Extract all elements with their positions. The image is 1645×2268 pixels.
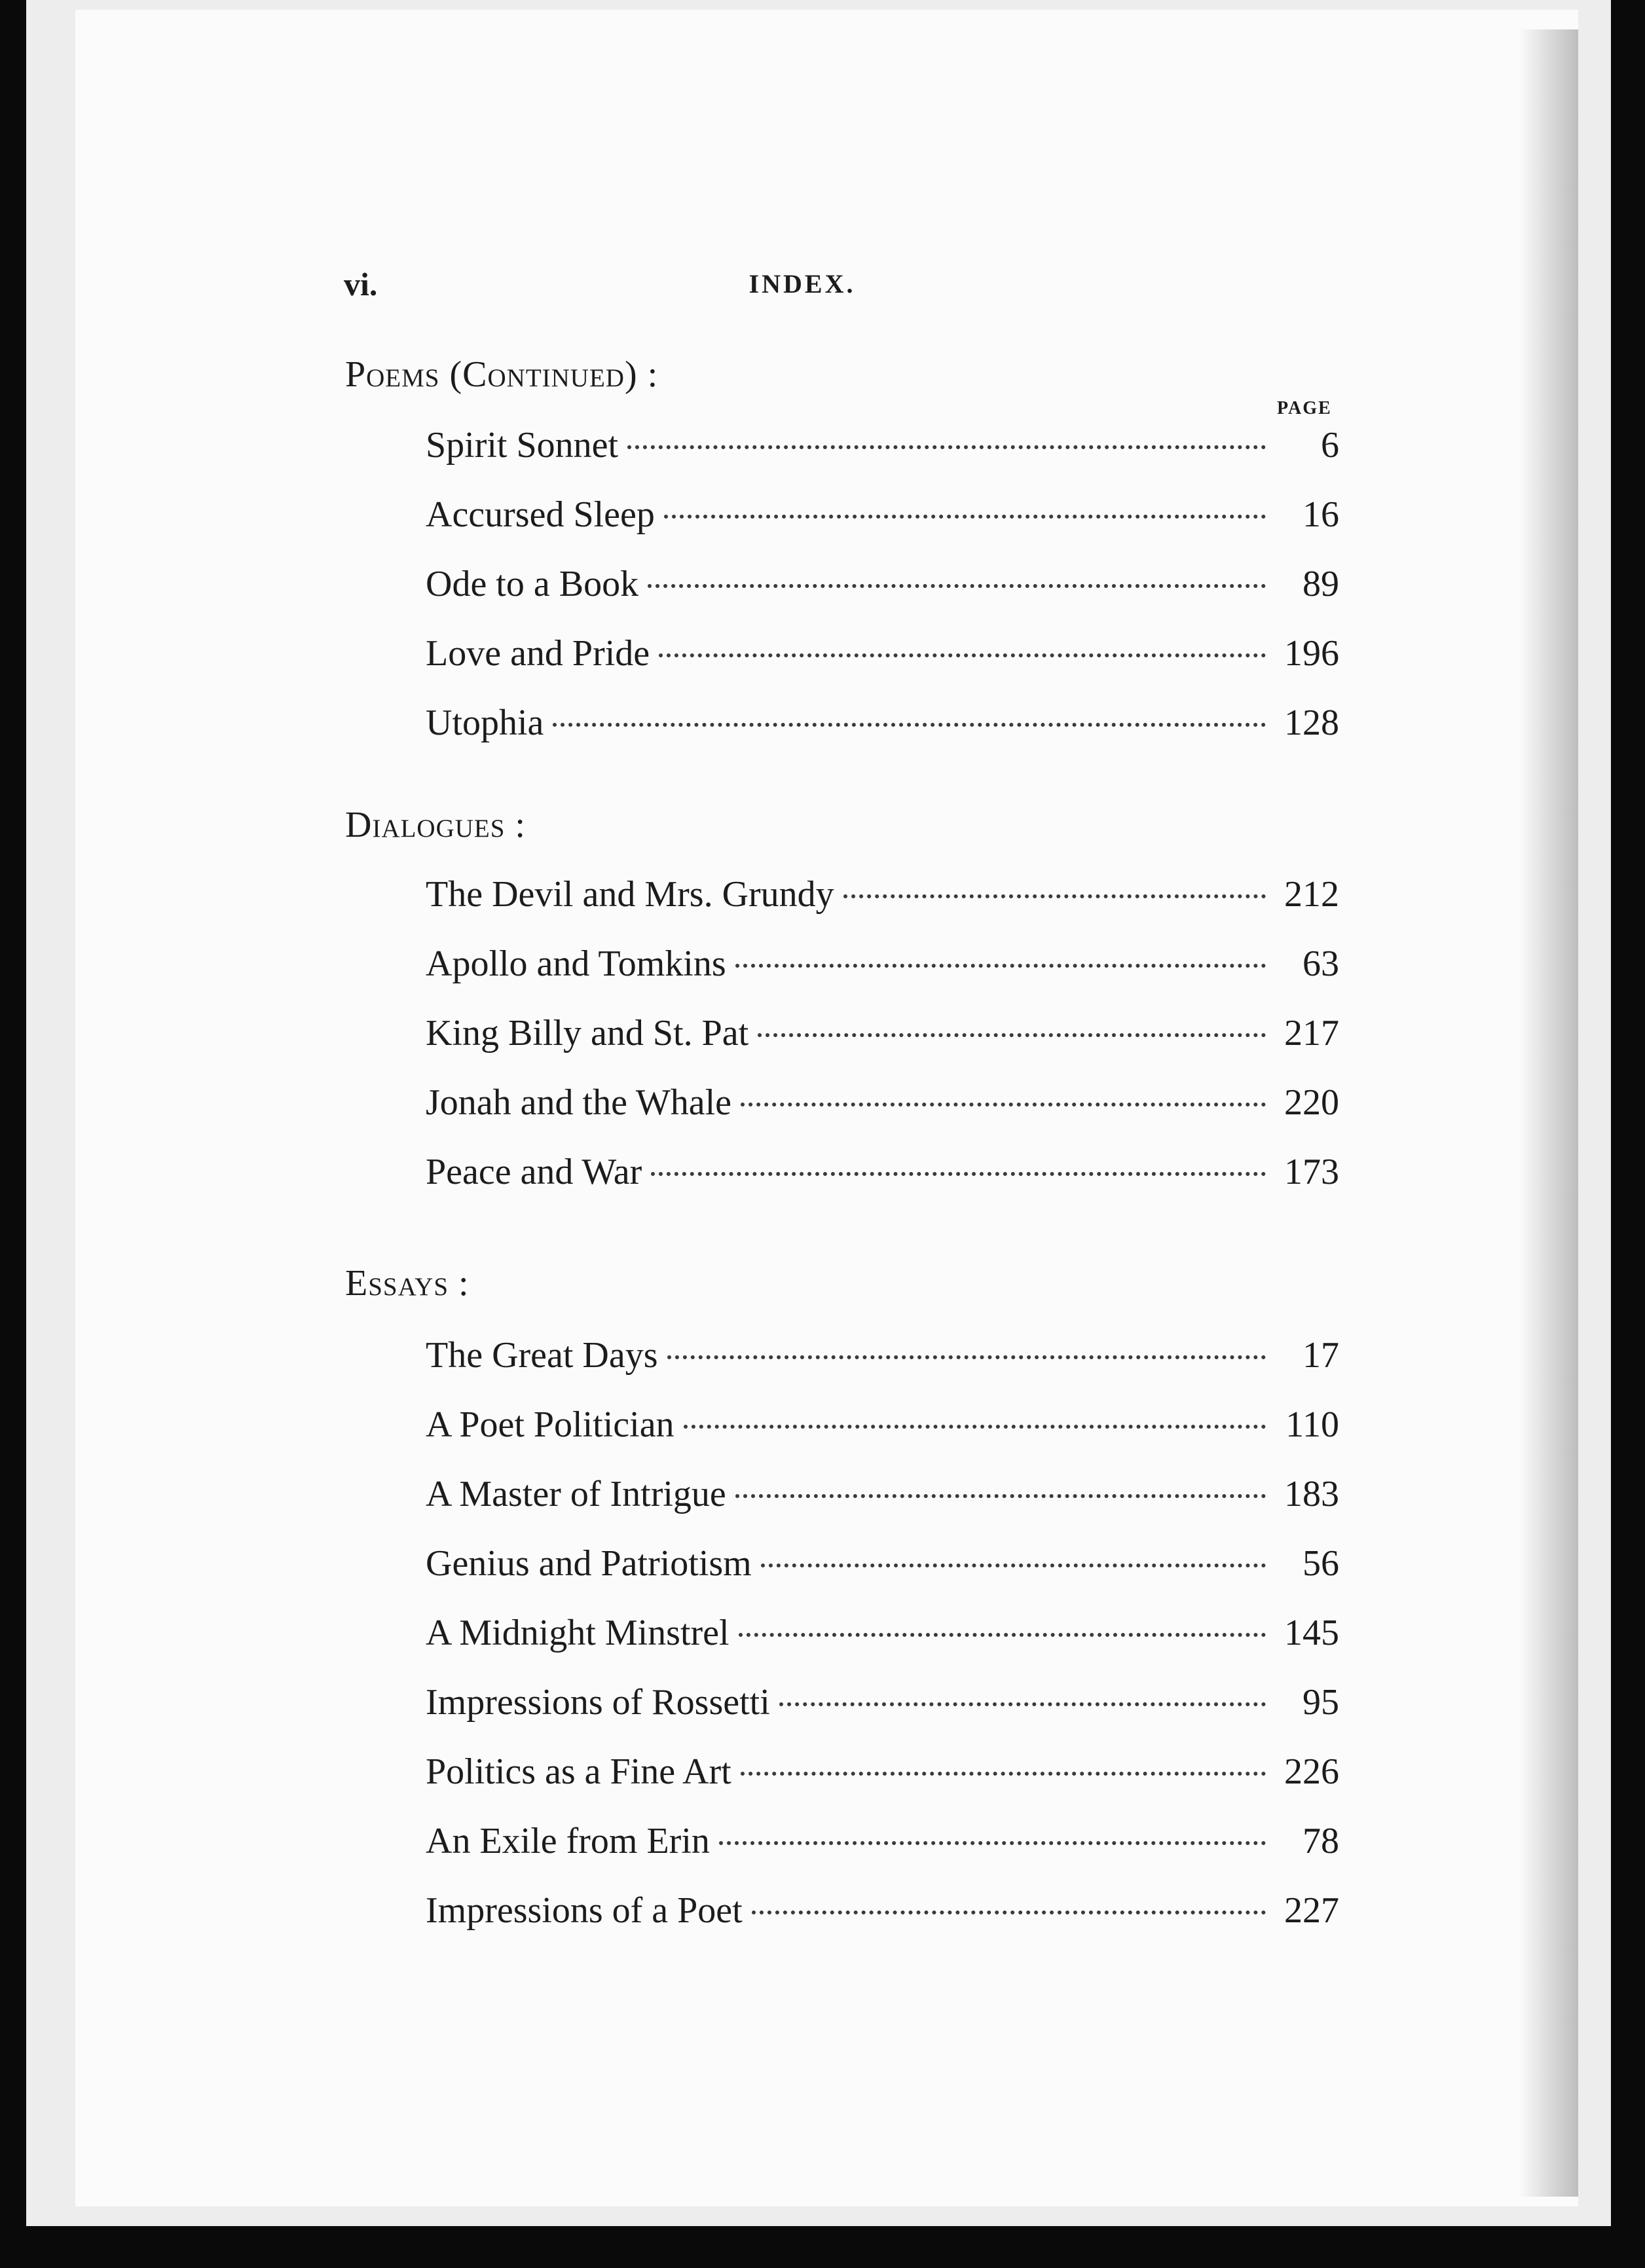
- index-entry: [426, 868, 1339, 921]
- dot-leader: [741, 1772, 1266, 1776]
- dot-leader: [741, 1103, 1266, 1107]
- index-entry: [426, 1746, 1339, 1798]
- entry-title: King Billy and St. Pat: [426, 1013, 749, 1053]
- entry-page-number: 145: [1284, 1613, 1339, 1653]
- dot-leader: [735, 964, 1266, 968]
- dot-leader: [651, 1172, 1266, 1176]
- dot-leader: [779, 1702, 1266, 1706]
- section-heading-essays: Essays :: [345, 1263, 470, 1304]
- entry-title: Utophia: [426, 703, 544, 743]
- index-entry: [426, 1607, 1339, 1659]
- entry-page-number: 17: [1303, 1335, 1339, 1376]
- entry-title: A Master of Intrigue: [426, 1474, 726, 1514]
- index-entry: [426, 419, 1339, 471]
- index-entry: [426, 627, 1339, 680]
- index-entry: [426, 1537, 1339, 1590]
- entry-page-number: 63: [1303, 943, 1339, 984]
- index-entry: [426, 1007, 1339, 1059]
- dot-leader: [758, 1033, 1266, 1037]
- dot-leader: [684, 1425, 1266, 1429]
- index-entry: [426, 1468, 1339, 1520]
- entry-page-number: 128: [1284, 703, 1339, 743]
- dot-leader: [761, 1564, 1266, 1567]
- entry-title: Love and Pride: [426, 633, 650, 674]
- page-column-label: PAGE: [1277, 398, 1332, 418]
- index-entry: [426, 1676, 1339, 1728]
- section-heading-dialogues: Dialogues :: [345, 805, 526, 845]
- entry-page-number: 95: [1303, 1682, 1339, 1723]
- entry-title: The Great Days: [426, 1335, 658, 1376]
- dot-leader: [667, 1355, 1266, 1359]
- dot-leader: [659, 653, 1266, 657]
- entry-page-number: 6: [1321, 425, 1339, 466]
- dot-leader: [553, 723, 1266, 727]
- entry-title: Jonah and the Whale: [426, 1082, 732, 1123]
- index-entry: [426, 488, 1339, 541]
- page-header: [265, 265, 1339, 311]
- entry-title: Apollo and Tomkins: [426, 943, 726, 984]
- dot-leader: [627, 445, 1266, 449]
- index-entry: [426, 697, 1339, 749]
- index-entry: [426, 1399, 1339, 1451]
- dot-leader: [719, 1841, 1266, 1845]
- entry-title: An Exile from Erin: [426, 1821, 710, 1861]
- index-entry: [426, 1076, 1339, 1129]
- entry-page-number: 196: [1284, 633, 1339, 674]
- entry-page-number: 89: [1303, 564, 1339, 604]
- page-number: vi.: [344, 266, 378, 302]
- page-edge-shadow: [1519, 29, 1578, 2197]
- entry-title: Accursed Sleep: [426, 494, 655, 535]
- index-entry: [426, 1329, 1339, 1381]
- dot-leader: [664, 515, 1266, 519]
- entry-title: A Poet Politician: [426, 1404, 675, 1445]
- entry-page-number: 110: [1285, 1404, 1339, 1445]
- entry-page-number: 217: [1284, 1013, 1339, 1053]
- entry-page-number: 173: [1284, 1152, 1339, 1192]
- index-entry: [426, 1146, 1339, 1198]
- entry-title: Impressions of Rossetti: [426, 1682, 770, 1723]
- dot-leader: [843, 894, 1266, 898]
- dot-leader: [648, 584, 1266, 588]
- index-entry: [426, 558, 1339, 610]
- entry-title: Ode to a Book: [426, 564, 639, 604]
- entry-page-number: 227: [1284, 1890, 1339, 1931]
- entry-title: The Devil and Mrs. Grundy: [426, 874, 834, 915]
- entry-page-number: 56: [1303, 1543, 1339, 1584]
- entry-page-number: 212: [1284, 874, 1339, 915]
- entry-page-number: 220: [1284, 1082, 1339, 1123]
- entry-title: A Midnight Minstrel: [426, 1613, 730, 1653]
- index-entry: [426, 1884, 1339, 1937]
- entry-title: Politics as a Fine Art: [426, 1751, 731, 1792]
- index-entry: [426, 1815, 1339, 1867]
- entry-page-number: 226: [1284, 1751, 1339, 1792]
- index-entry: [426, 938, 1339, 990]
- entry-title: Impressions of a Poet: [426, 1890, 743, 1931]
- section-heading-poems: Poems (Continued) :: [345, 354, 659, 395]
- entry-title: Genius and Patriotism: [426, 1543, 752, 1584]
- running-title: INDEX.: [749, 269, 856, 299]
- entry-page-number: 78: [1303, 1821, 1339, 1861]
- entry-title: Spirit Sonnet: [426, 425, 619, 466]
- dot-leader: [739, 1633, 1266, 1637]
- entry-title: Peace and War: [426, 1152, 642, 1192]
- entry-page-number: 183: [1284, 1474, 1339, 1514]
- dot-leader: [735, 1494, 1266, 1498]
- dot-leader: [752, 1911, 1266, 1914]
- entry-page-number: 16: [1303, 494, 1339, 535]
